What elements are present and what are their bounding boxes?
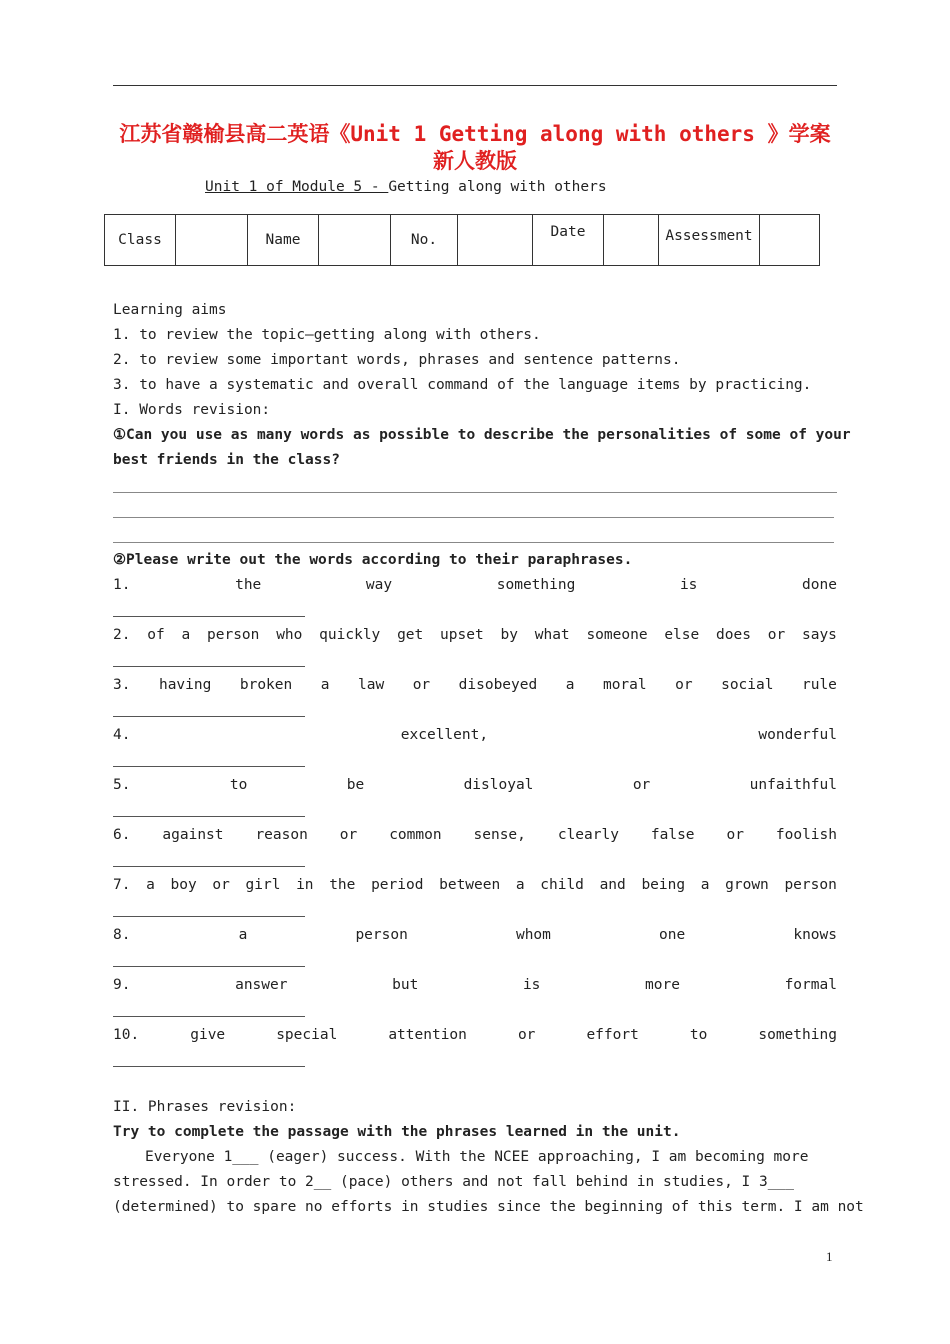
paraphrase-word: excellent,: [400, 727, 489, 743]
aim-item: 1. to review the topic—getting along with others.: [113, 327, 541, 343]
paraphrase-word: and: [599, 877, 626, 893]
student-info-table: [104, 214, 820, 266]
paraphrase-word: rule: [801, 677, 837, 693]
paraphrase-item: [113, 1027, 837, 1043]
answer-blank[interactable]: [113, 966, 305, 967]
document-title: 江苏省赣榆县高二英语《Unit 1 Getting along with others 》学案 新人教版: [119, 122, 831, 173]
paraphrase-item: [113, 927, 837, 943]
paraphrase-word: give: [190, 1027, 226, 1043]
paraphrase-item: [113, 877, 837, 893]
paraphrase-word: person: [207, 627, 260, 643]
answer-line[interactable]: [113, 542, 834, 543]
paraphrase-word: sense,: [473, 827, 526, 843]
paraphrase-word: formal: [784, 977, 837, 993]
paraphrase-word: get: [397, 627, 424, 643]
paraphrase-item: [113, 777, 837, 793]
paraphrase-word: person: [355, 927, 408, 943]
paraphrase-word: be: [346, 777, 365, 793]
paraphrase-word: the: [329, 877, 356, 893]
paraphrase-item: [113, 827, 837, 843]
paraphrase-word: way: [365, 577, 393, 593]
paraphrase-word: or: [517, 1027, 536, 1043]
paraphrase-word: special: [276, 1027, 338, 1043]
item-number: 3.: [113, 677, 131, 693]
paraphrase-word: between: [439, 877, 501, 893]
paraphrase-word: a: [515, 877, 525, 893]
item-number: 6.: [113, 827, 131, 843]
date-label: Date: [533, 215, 604, 266]
answer-blank[interactable]: [113, 1016, 305, 1017]
answer-blank[interactable]: [113, 916, 305, 917]
paraphrase-word: or: [675, 677, 693, 693]
subtitle-unit: Unit 1 of Module 5 -: [205, 179, 389, 195]
paraphrase-word: reason: [255, 827, 308, 843]
item-number: 2.: [113, 627, 131, 643]
name-field[interactable]: [319, 215, 391, 266]
answer-blank[interactable]: [113, 866, 305, 867]
answer-blank[interactable]: [113, 666, 305, 667]
paraphrase-word: what: [534, 627, 570, 643]
answer-blank[interactable]: [113, 1066, 305, 1067]
paraphrase-word: in: [296, 877, 314, 893]
paraphrase-word: of: [147, 627, 165, 643]
paraphrase-item: [113, 577, 837, 593]
paraphrase-word: someone: [586, 627, 648, 643]
paraphrase-word: against: [162, 827, 224, 843]
phrases-instruction: Try to complete the passage with the phrases learned in the unit.: [113, 1124, 681, 1140]
item-number: 9.: [113, 977, 131, 993]
paraphrase-word: attention: [388, 1027, 467, 1043]
class-label: Class: [105, 215, 176, 266]
paraphrase-word: person: [784, 877, 837, 893]
paraphrase-word: is: [522, 977, 541, 993]
paraphrase-word: broken: [239, 677, 293, 693]
paraphrase-word: something: [758, 1027, 837, 1043]
paraphrase-word: or: [412, 677, 431, 693]
paraphrase-word: by: [500, 627, 518, 643]
phrases-heading: II. Phrases revision:: [113, 1099, 297, 1115]
paraphrase-word: says: [801, 627, 837, 643]
paraphrase-word: disloyal: [463, 777, 534, 793]
item-number: 8.: [113, 927, 131, 943]
paraphrase-word: or: [212, 877, 230, 893]
paraphrase-word: effort: [586, 1027, 639, 1043]
question-1-line-1: ①Can you use as many words as possible to describe the personalities of some of your: [113, 427, 851, 443]
paraphrase-word: grown: [725, 877, 769, 893]
paraphrase-word: a: [146, 877, 155, 893]
paraphrase-word: a: [565, 677, 575, 693]
paraphrase-word: being: [641, 877, 686, 893]
paraphrase-word: quickly: [319, 627, 381, 643]
page-number: 1: [826, 1249, 833, 1264]
paraphrase-word: or: [726, 827, 744, 843]
answer-blank[interactable]: [113, 766, 305, 767]
header-rule: [113, 85, 837, 86]
paraphrase-word: upset: [440, 627, 484, 643]
answer-blank[interactable]: [113, 716, 305, 717]
paraphrase-word: having: [158, 677, 212, 693]
item-number: 10.: [113, 1027, 140, 1043]
paraphrase-word: law: [357, 677, 385, 693]
paraphrase-word: wonderful: [758, 727, 837, 743]
paraphrase-word: a: [320, 677, 330, 693]
paraphrase-word: does: [716, 627, 751, 643]
paraphrase-word: is: [679, 577, 698, 593]
paraphrase-word: else: [664, 627, 700, 643]
paraphrase-word: clearly: [557, 827, 619, 843]
paraphrase-word: or: [632, 777, 651, 793]
paraphrase-word: whom: [515, 927, 551, 943]
paraphrase-word: a: [700, 877, 710, 893]
paraphrase-word: more: [645, 977, 680, 993]
paraphrase-word: common: [389, 827, 442, 843]
aim-item: 2. to review some important words, phrases and sentence patterns.: [113, 352, 681, 368]
paraphrase-item: [113, 627, 837, 643]
paraphrase-item: [113, 727, 837, 743]
paraphrase-word: girl: [245, 877, 281, 893]
paraphrase-word: unfaithful: [749, 777, 837, 793]
paraphrase-word: moral: [602, 677, 647, 693]
paraphrase-word: one: [659, 927, 686, 943]
answer-blank[interactable]: [113, 816, 305, 817]
paraphrase-word: the: [235, 577, 262, 593]
paraphrase-word: or: [339, 827, 358, 843]
answer-line[interactable]: [113, 492, 837, 493]
paraphrase-word: to: [229, 777, 248, 793]
item-number: 4.: [113, 727, 131, 743]
paraphrase-word: but: [392, 977, 419, 993]
name-label: Name: [248, 215, 319, 266]
paraphrase-word: done: [802, 577, 837, 593]
paraphrase-item: [113, 977, 837, 993]
paraphrase-word: answer: [235, 977, 288, 993]
paraphrase-word: something: [496, 577, 576, 593]
aim-item: 3. to have a systematic and overall command of the language items by practicing.: [113, 377, 812, 393]
answer-line[interactable]: [113, 517, 834, 518]
passage-line: Everyone 1___ (eager) success. With the NCEE approaching, I am becoming more: [145, 1149, 809, 1165]
passage-line: stressed. In order to 2__ (pace) others and not fall behind in studies, I 3___: [113, 1174, 794, 1190]
words-heading: I. Words revision:: [113, 402, 271, 418]
item-number: 1.: [113, 577, 131, 593]
paraphrase-word: social: [721, 677, 774, 693]
paraphrase-word: period: [371, 877, 424, 893]
document-subtitle: [205, 179, 607, 195]
aims-heading: Learning aims: [113, 302, 227, 318]
paraphrase-word: a: [238, 927, 248, 943]
item-number: 5.: [113, 777, 131, 793]
number-label: No.: [391, 215, 458, 266]
class-field[interactable]: [176, 215, 248, 266]
passage-line: (determined) to spare no efforts in studies since the beginning of this term. I am not: [113, 1199, 864, 1215]
paraphrase-word: to: [689, 1027, 708, 1043]
paraphrase-item: [113, 677, 837, 693]
paraphrase-word: or: [767, 627, 786, 643]
answer-blank[interactable]: [113, 616, 305, 617]
paraphrase-word: who: [276, 627, 303, 643]
paraphrase-word: disobeyed: [458, 677, 538, 693]
assessment-label: Assessment: [659, 215, 760, 266]
question-1-line-2: best friends in the class?: [113, 452, 340, 468]
paraphrase-word: false: [650, 827, 695, 843]
paraphrase-word: boy: [170, 877, 197, 893]
paraphrase-word: foolish: [775, 827, 837, 843]
paraphrase-word: child: [540, 877, 584, 893]
assessment-field[interactable]: [760, 215, 820, 266]
subtitle-topic: Getting along with others: [388, 179, 607, 195]
number-field[interactable]: [458, 215, 533, 266]
date-field[interactable]: [604, 215, 659, 266]
item-number: 7.: [113, 877, 131, 893]
paraphrase-word: knows: [793, 927, 837, 943]
question-2: ②Please write out the words according to their paraphrases.: [113, 552, 633, 568]
paraphrase-word: a: [181, 627, 191, 643]
